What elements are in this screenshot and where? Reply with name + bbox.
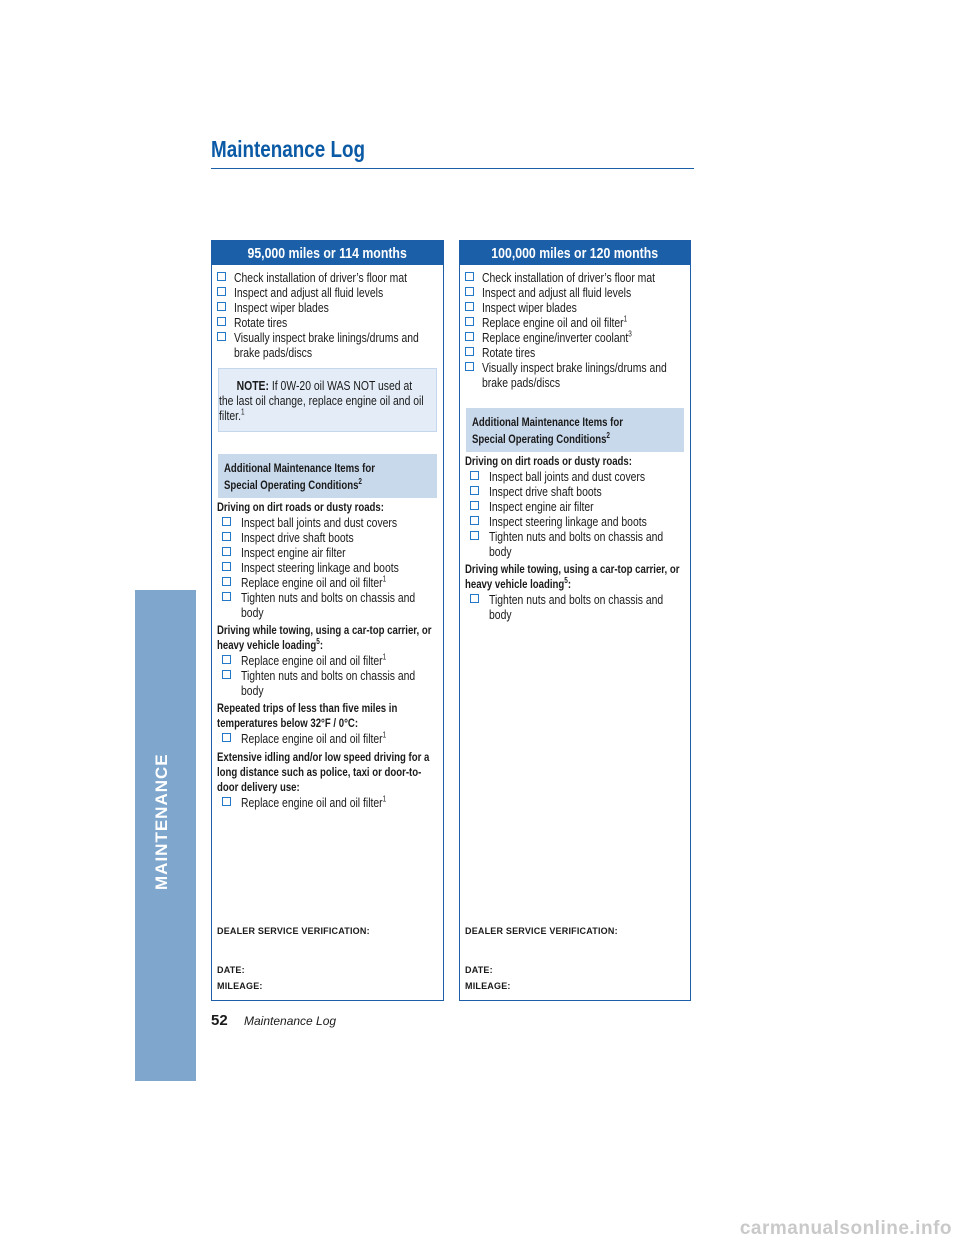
condition-title: Repeated trips of less than five miles in temperatures below 32°F / 0°C: [217,701,398,730]
condition-items [217,515,439,620]
dealer-verification-label: DEALER SERVICE VERIFICATION: [465,926,618,936]
list-item: Visually inspect brake linings/drums and brake pads/discs [465,360,686,390]
checkbox[interactable] [470,501,479,510]
checkbox[interactable] [222,577,231,586]
list-item: Tighten nuts and bolts on chassis and body [217,668,439,698]
footer-section-label: Maintenance Log [244,1014,337,1028]
list-item: Replace engine oil and oil filter$^1$ [465,315,686,330]
condition-items [217,731,439,746]
condition-title: Driving on dirt roads or dusty roads: [217,500,384,514]
condition-items [465,592,686,622]
list-item: Inspect steering linkage and boots [465,514,686,529]
checkbox[interactable] [217,332,226,341]
list-item: Tighten nuts and bolts on chassis and body [465,592,686,622]
maintenance-column-100k [459,240,691,1001]
checkbox[interactable] [222,547,231,556]
checkbox[interactable] [465,332,474,341]
additional-items-heading: Additional Maintenance Items for Special Operating Conditions$^2$ [466,408,684,452]
condition-items [217,795,439,810]
condition-title: Extensive idling and/or low speed driving for a long distance such as police, taxi or door-to-door delivery use: [217,750,430,794]
page-number: 52 [211,1012,228,1029]
checkbox[interactable] [222,532,231,541]
list-item: Inspect drive shaft boots [217,530,439,545]
checkbox[interactable] [470,531,479,540]
checkbox[interactable] [222,670,231,679]
list-item: Inspect wiper blades [465,300,686,315]
condition-title: Driving while towing, using a car-top carrier, or heavy vehicle loading$^5$: [217,623,432,652]
title-divider [211,168,694,169]
list-item: Inspect wiper blades [217,300,439,315]
checkbox[interactable] [470,594,479,603]
condition-items [465,469,686,559]
date-label: DATE: [217,965,245,975]
condition-items [217,653,439,698]
oil-note: NOTE: If 0W-20 oil WAS NOT used at the last oil change, replace engine oil and oil filter.$^1$ [218,368,437,432]
column-heading: 100,000 miles or 120 months [460,241,690,265]
checkbox[interactable] [217,302,226,311]
side-tab-label: MAINTENANCE [152,753,171,890]
list-item: Rotate tires [465,345,686,360]
list-item: Inspect and adjust all fluid levels [465,285,686,300]
list-item: Check installation of driver’s floor mat [217,270,439,285]
column-heading: 95,000 miles or 114 months [212,241,443,265]
watermark: carmanualsonline.info [739,1218,952,1239]
mileage-label: MILEAGE: [465,981,511,991]
item-list [465,270,686,390]
list-item: Inspect and adjust all fluid levels [217,285,439,300]
list-item: Inspect ball joints and dust covers [465,469,686,484]
checkbox[interactable] [470,486,479,495]
checkbox[interactable] [465,362,474,371]
list-item: Replace engine/inverter coolant$^3$ [465,330,686,345]
list-item: Tighten nuts and bolts on chassis and body [465,529,686,559]
list-item: Inspect drive shaft boots [465,484,686,499]
list-item: Inspect ball joints and dust covers [217,515,439,530]
checkbox[interactable] [222,517,231,526]
list-item: Rotate tires [217,315,439,330]
checkbox[interactable] [465,287,474,296]
list-item: Check installation of driver’s floor mat [465,270,686,285]
additional-items-heading: Additional Maintenance Items for Special Operating Conditions$^2$ [218,454,437,498]
maintenance-column-95k [211,240,444,1001]
checkbox[interactable] [465,347,474,356]
checkbox[interactable] [222,592,231,601]
dealer-verification-label: DEALER SERVICE VERIFICATION: [217,926,370,936]
list-item: Replace engine oil and oil filter$^1$ [217,731,439,746]
page-title: Maintenance Log [211,136,366,162]
list-item: Replace engine oil and oil filter$^1$ [217,575,439,590]
list-item: Replace engine oil and oil filter$^1$ [217,653,439,668]
item-list [217,270,439,360]
condition-title: Driving on dirt roads or dusty roads: [465,454,632,468]
checkbox[interactable] [470,471,479,480]
checkbox[interactable] [465,272,474,281]
condition-title: Driving while towing, using a car-top carrier, or heavy vehicle loading$^5$: [465,562,680,591]
list-item: Tighten nuts and bolts on chassis and body [217,590,439,620]
checkbox[interactable] [222,797,231,806]
checkbox[interactable] [222,562,231,571]
list-item: Inspect engine air filter [465,499,686,514]
checkbox[interactable] [217,287,226,296]
list-item: Replace engine oil and oil filter$^1$ [217,795,439,810]
checkbox[interactable] [465,302,474,311]
date-label: DATE: [465,965,493,975]
checkbox[interactable] [465,317,474,326]
list-item: Inspect steering linkage and boots [217,560,439,575]
list-item: Visually inspect brake linings/drums and brake pads/discs [217,330,439,360]
list-item: Inspect engine air filter [217,545,439,560]
checkbox[interactable] [222,655,231,664]
checkbox[interactable] [470,516,479,525]
checkbox[interactable] [222,733,231,742]
checkbox[interactable] [217,272,226,281]
checkbox[interactable] [217,317,226,326]
mileage-label: MILEAGE: [217,981,263,991]
